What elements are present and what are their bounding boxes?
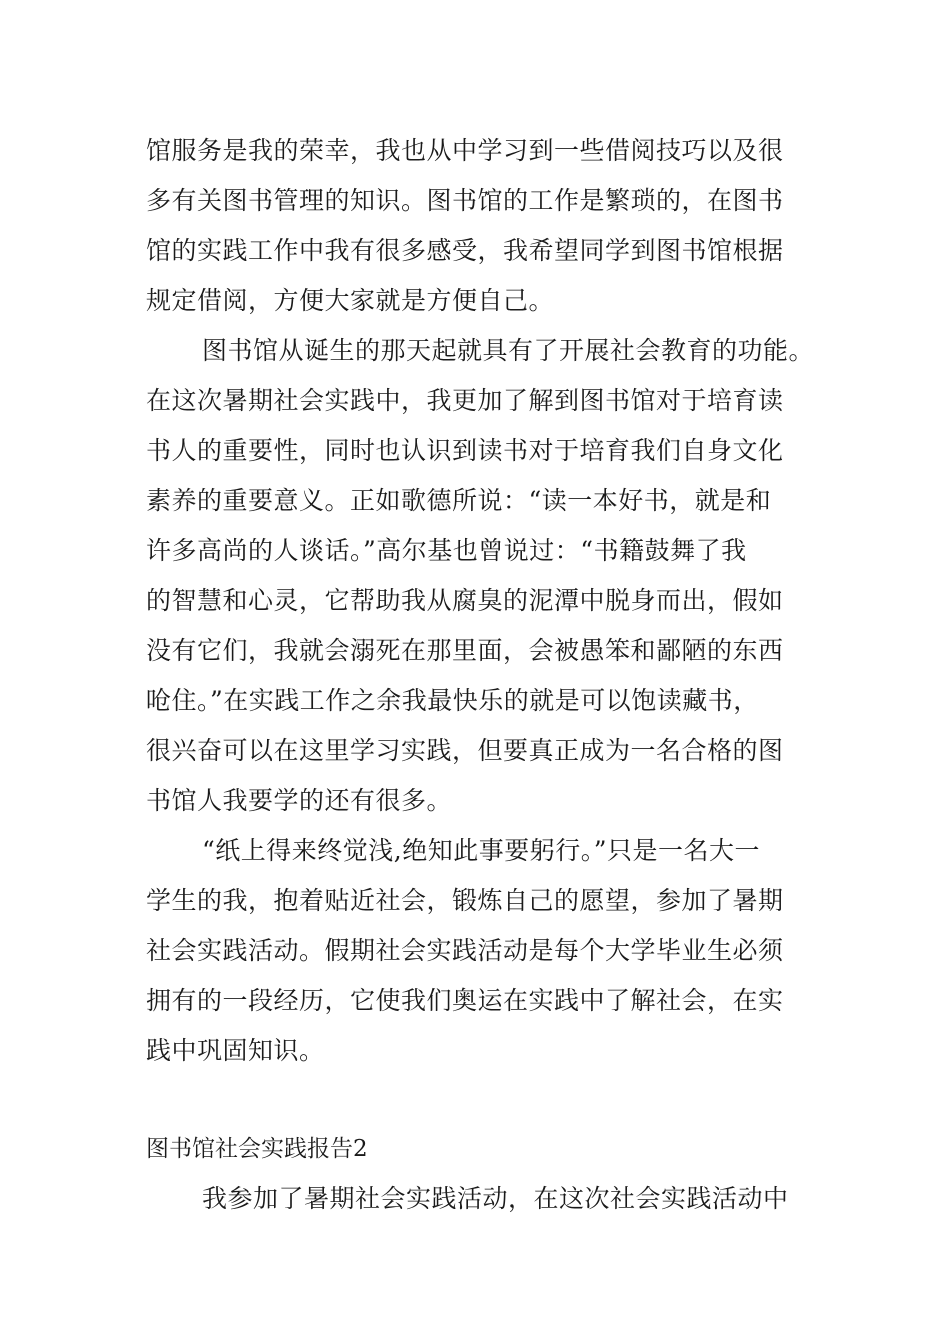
paragraph-3-line-5: 践中巩固知识。 (146, 1036, 325, 1065)
paragraph-2-line-9: 很兴奋可以在这里学习实践，但要真正成为一名合格的图 (146, 736, 784, 765)
paragraph-2-line-7: 没有它们，我就会溺死在那里面，会被愚笨和鄙陋的东西 (146, 636, 784, 665)
paragraph-3-line-1: “纸上得来终觉浅,绝知此事要躬行。”只是一名大一 (202, 836, 761, 865)
paragraph-2-line-4: 素养的重要意义。正如歌德所说：“读一本好书，就是和 (146, 486, 772, 515)
paragraph-3-line-4: 拥有的一段经历，它使我们奥运在实践中了解社会，在实 (146, 986, 784, 1015)
paragraph-3-line-2: 学生的我，抱着贴近社会，锻炼自己的愿望，参加了暑期 (146, 886, 784, 915)
paragraph-2-line-6: 的智慧和心灵，它帮助我从腐臭的泥潭中脱身而出，假如 (146, 586, 784, 615)
paragraph-4-line-1: 我参加了暑期社会实践活动，在这次社会实践活动中 (202, 1184, 789, 1213)
paragraph-2-line-1: 图书馆从诞生的那天起就具有了开展社会教育的功能。 (202, 336, 815, 365)
paragraph-2-line-5: 许多高尚的人谈话。”高尔基也曾说过：“书籍鼓舞了我 (146, 536, 747, 565)
paragraph-1-line-1: 馆服务是我的荣幸，我也从中学习到一些借阅技巧以及很 (146, 136, 784, 165)
paragraph-2-line-8: 呛住。”在实践工作之余我最快乐的就是可以饱读藏书， (146, 686, 759, 715)
paragraph-2-line-3: 书人的重要性，同时也认识到读书对于培育我们自身文化 (146, 436, 784, 465)
paragraph-1-line-2: 多有关图书管理的知识。图书馆的工作是繁琐的，在图书 (146, 186, 784, 215)
paragraph-3-line-3: 社会实践活动。假期社会实践活动是每个大学毕业生必须 (146, 936, 784, 965)
paragraph-1-line-4: 规定借阅，方便大家就是方便自己。 (146, 286, 555, 315)
paragraph-1-line-3: 馆的实践工作中我有很多感受，我希望同学到图书馆根据 (146, 236, 784, 265)
paragraph-2-line-2: 在这次暑期社会实践中，我更加了解到图书馆对于培育读 (146, 386, 784, 415)
paragraph-2-line-10: 书馆人我要学的还有很多。 (146, 786, 453, 815)
section-heading: 图书馆社会实践报告2 (146, 1136, 368, 1162)
